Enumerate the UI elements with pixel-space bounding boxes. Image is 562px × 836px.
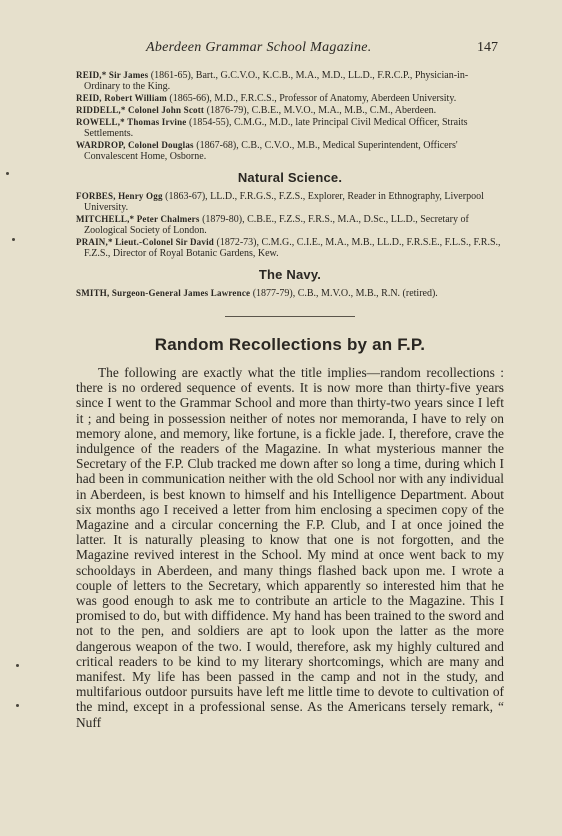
section-heading-natural-science: Natural Science.	[237, 170, 343, 185]
section-heading-navy: The Navy.	[258, 267, 322, 282]
list-item	[76, 288, 504, 299]
entry-name: FORBES, Henry Ogg	[76, 191, 163, 201]
article-body: The following are exactly what the title implies—random recollections : there is no ordered sequence of events. It is now more than thirty-five years since I went to the Grammar School and more than thirty-two years since I left it ; and being in possession neither of notes nor memoranda, I have to rely on memory alone, and memory, like fortune, is a fickle jade. I, therefore, crave the indulgence of the readers of the Magazine. In what mysterious manner the Secretary of the F.P. Club tracked me down after so long a time, during which I had been in communication neither with the old School nor with any individual in Aberdeen, is best known to himself and his Intelligence Department. About six months ago I received a letter from him enclosing a specimen copy of the Magazine and a circular concerning the F.P. Club, and I at once joined the latter. It is naturally pleasing to know that one is not forgotten, and the Magazine revived interest in the School. My mind at once went back to my schooldays in Aberdeen, and many things flashed back upon me. I wrote a couple of letters to the Secretary, which apparently so interested him that he was good enough to ask me to contribute an article to the Magazine. This I promised to do, but with diffidence. My hand has been trained to the sword and not to the pen, and soldiers are apt to look upon the latter as the more dangerous weapon of the two. I would, therefore, ask my highly cultured and critical readers to be kind to my literary shortcomings, which are many and manifest. My life has been passed in the camp and not in the study, and multifarious outdoor pursuits have left me little time to devote to cultivation of the mind, except in a professional sense. As the Americans tersely remark, “ Nuff	[76, 365, 504, 730]
roll-of-honour-list	[76, 70, 504, 299]
list-item	[76, 214, 504, 236]
entry-name: REID, Robert William	[76, 93, 167, 103]
entry-details: (1863-67), LL.D., F.R.G.S., F.Z.S., Explorer, Reader in Ethnography, Liverpool University.	[84, 191, 484, 213]
margin-speck	[6, 172, 9, 175]
entry-details: (1872-73), C.M.G., C.I.E., M.A., M.B., LL.D., F.R.S.E., F.L.S., F.R.S., F.Z.S., Director of Royal Botanic Gardens, Kew.	[84, 237, 501, 259]
entry-name: RIDDELL,* Colonel John Scott	[76, 105, 205, 115]
entry-details: (1877-79), C.B., M.V.O., M.B., R.N. (retired).	[252, 288, 438, 299]
margin-speck	[16, 664, 19, 667]
margin-speck	[12, 238, 15, 241]
list-item	[76, 105, 504, 116]
entry-name: SMITH, Surgeon-General James Lawrence	[76, 288, 251, 298]
article-title: Random Recollections by an F.P.	[154, 335, 426, 354]
entry-details: (1865-66), M.D., F.R.C.S., Professor of Anatomy, Aberdeen University.	[169, 93, 457, 104]
running-title: Aberdeen Grammar School Magazine.	[146, 40, 372, 55]
entry-name: MITCHELL,* Peter Chalmers	[76, 214, 200, 224]
section-natural-science	[76, 191, 504, 259]
page-number: 147	[477, 40, 498, 55]
running-head	[146, 40, 498, 56]
entry-name: PRAIN,* Lieut.-Colonel Sir David	[76, 237, 214, 247]
list-item	[76, 93, 504, 104]
list-item	[76, 117, 504, 139]
entry-name: WARDROP, Colonel Douglas	[76, 140, 194, 150]
list-item	[76, 70, 504, 92]
entry-details: (1854-55), C.M.G., M.D., late Principal Civil Medical Officer, Straits Settlements.	[84, 117, 468, 139]
list-item	[76, 140, 504, 162]
list-item	[76, 237, 504, 259]
divider-rule	[225, 316, 355, 317]
entry-details: (1861-65), Bart., G.C.V.O., K.C.B., M.A., M.D., LL.D., F.R.C.P., Physician-in-Ordinary to the King.	[84, 70, 469, 92]
entry-details: (1867-68), C.B., C.V.O., M.B., Medical Superintendent, Officers' Convalescent Home, Osborne.	[84, 140, 458, 162]
entry-name: REID,* Sir James	[76, 70, 149, 80]
entry-details: (1879-80), C.B.E., F.Z.S., F.R.S., M.A., D.Sc., LL.D., Secretary of Zoological Society of London.	[84, 214, 469, 236]
section-medicine	[76, 70, 504, 162]
list-item	[76, 191, 504, 213]
section-navy	[76, 288, 504, 299]
margin-speck	[16, 704, 19, 707]
entry-name: ROWELL,* Thomas Irvine	[76, 117, 187, 127]
entry-details: (1876-79), C.B.E., M.V.O., M.A., M.B., C.M., Aberdeen.	[206, 105, 437, 116]
